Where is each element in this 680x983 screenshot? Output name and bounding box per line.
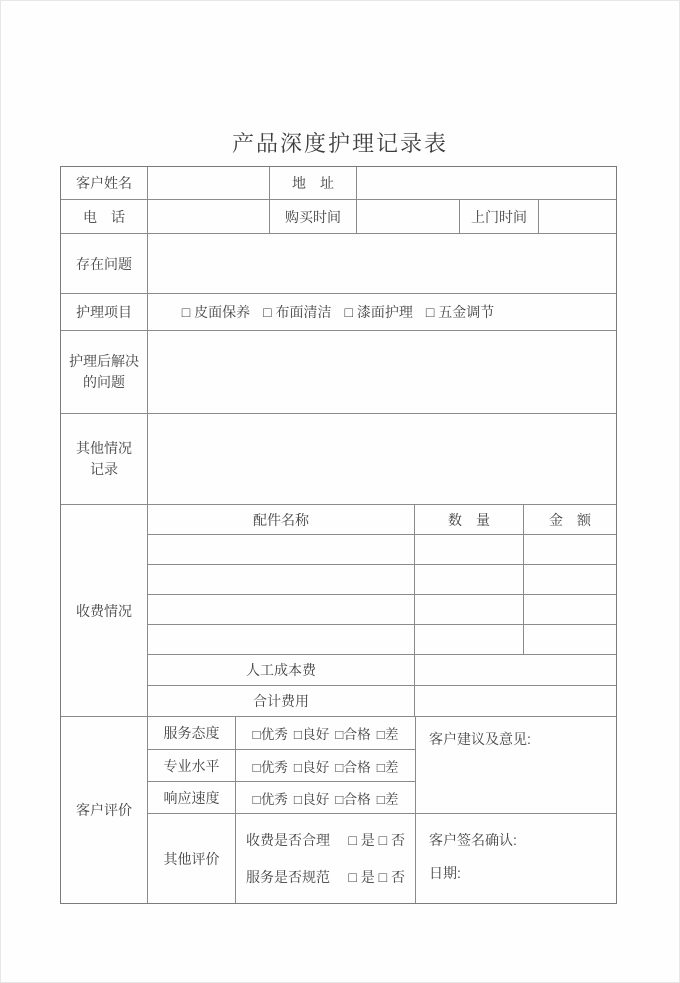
checkbox-rating-option[interactable]: □良好 <box>293 759 330 775</box>
care-record-table <box>60 166 617 904</box>
part-name-input[interactable] <box>148 625 415 655</box>
quantity-input[interactable] <box>415 595 524 625</box>
evaluation-criteria <box>148 717 416 903</box>
part-name-input[interactable] <box>148 535 415 565</box>
care-items-options <box>148 294 616 331</box>
checkbox-rating-option[interactable]: □差 <box>376 791 399 807</box>
charges-blank-row <box>148 565 616 595</box>
charges-blank-row <box>148 535 616 565</box>
checkbox-rating-option[interactable]: □差 <box>376 759 399 775</box>
checkbox-rating-option[interactable]: □合格 <box>335 759 371 775</box>
question-label: 服务是否规范 <box>246 868 330 885</box>
criterion-label-response-speed: 响应速度 <box>148 782 236 814</box>
checkbox-care-option[interactable]: □ 漆面护理 <box>344 304 413 320</box>
table-row <box>61 331 616 414</box>
checkbox-care-option[interactable]: □ 皮面保养 <box>181 304 251 320</box>
rating-row <box>148 717 416 750</box>
charges-blank-row <box>148 625 616 655</box>
question-line <box>246 830 405 850</box>
amount-input[interactable] <box>524 625 616 655</box>
table-row <box>61 414 616 505</box>
table-row <box>61 167 616 200</box>
charges-subtable <box>148 505 616 717</box>
amount-input[interactable] <box>524 595 616 625</box>
other-evaluation-label: 其他评价 <box>148 814 236 903</box>
other-notes-input[interactable] <box>148 414 616 505</box>
total-cost-input[interactable] <box>415 686 616 717</box>
charges-header-row <box>148 505 616 535</box>
phone-label: 电 话 <box>61 200 148 234</box>
date-label: 日期: <box>429 865 461 881</box>
form-title: 产品深度护理记录表 <box>231 131 448 156</box>
evaluation-section <box>61 717 616 903</box>
existing-problems-input[interactable] <box>148 234 616 294</box>
checkbox-yes-no[interactable]: □ 是 □ 否 <box>348 868 405 885</box>
other-evaluation-questions <box>236 814 416 903</box>
checkbox-rating-option[interactable]: □合格 <box>335 727 371 742</box>
quantity-input[interactable] <box>415 565 524 595</box>
customer-name-label: 客户姓名 <box>61 167 148 200</box>
evaluation-label: 客户评价 <box>61 717 148 903</box>
care-items-label: 护理项目 <box>61 294 148 331</box>
checkbox-care-option[interactable]: □ 五金调节 <box>425 304 495 320</box>
other-notes-label: 其他情况 记录 <box>61 414 148 505</box>
checkbox-rating-option[interactable]: □差 <box>376 727 399 742</box>
charges-section <box>61 505 616 717</box>
total-cost-label: 合计费用 <box>148 686 415 717</box>
rating-row <box>148 782 416 814</box>
table-row <box>61 200 616 234</box>
solved-problems-label: 护理后解决 的问题 <box>61 331 148 414</box>
other-evaluation-row <box>148 814 416 903</box>
quantity-header: 数 量 <box>415 505 524 535</box>
amount-input[interactable] <box>524 565 616 595</box>
criterion-label-professional-level: 专业水平 <box>148 750 236 782</box>
checkbox-rating-option[interactable]: □良好 <box>293 727 330 742</box>
checkbox-rating-option[interactable]: □合格 <box>335 791 371 807</box>
visit-time-label: 上门时间 <box>460 200 539 234</box>
evaluation-right-column <box>416 717 616 903</box>
part-name-input[interactable] <box>148 565 415 595</box>
phone-input[interactable] <box>148 200 270 234</box>
purchase-time-input[interactable] <box>357 200 460 234</box>
address-label: 地 址 <box>270 167 357 200</box>
customer-signature-label: 客户签名确认: <box>429 832 517 848</box>
table-row <box>61 294 616 331</box>
question-label: 收费是否合理 <box>246 832 330 849</box>
existing-problems-label: 存在问题 <box>61 234 148 294</box>
rating-options <box>236 750 416 782</box>
checkbox-rating-option[interactable]: □优秀 <box>252 727 288 742</box>
checkbox-care-option[interactable]: □ 布面清洁 <box>263 304 332 320</box>
amount-header: 金 额 <box>524 505 616 535</box>
customer-signature-area[interactable] <box>416 814 616 903</box>
solved-problems-input[interactable] <box>148 331 616 414</box>
labor-cost-label: 人工成本费 <box>148 655 415 686</box>
customer-name-input[interactable] <box>148 167 270 200</box>
rating-options <box>236 717 416 750</box>
visit-time-input[interactable] <box>539 200 616 234</box>
quantity-input[interactable] <box>415 625 524 655</box>
checkbox-rating-option[interactable]: □优秀 <box>252 791 288 807</box>
checkbox-rating-option[interactable]: □良好 <box>293 791 330 807</box>
customer-suggestions-area[interactable] <box>416 717 616 814</box>
table-row <box>61 234 616 294</box>
charges-label: 收费情况 <box>61 505 148 717</box>
total-cost-row <box>148 686 616 717</box>
charges-blank-row <box>148 595 616 625</box>
purchase-time-label: 购买时间 <box>270 200 357 234</box>
amount-input[interactable] <box>524 535 616 565</box>
labor-cost-input[interactable] <box>415 655 616 686</box>
customer-suggestions-label: 客户建议及意见: <box>429 731 531 747</box>
criterion-label-service-attitude: 服务态度 <box>148 717 236 750</box>
quantity-input[interactable] <box>415 535 524 565</box>
part-name-input[interactable] <box>148 595 415 625</box>
labor-cost-row <box>148 655 616 686</box>
part-name-header: 配件名称 <box>148 505 415 535</box>
checkbox-rating-option[interactable]: □优秀 <box>252 759 288 775</box>
address-input[interactable] <box>357 167 616 200</box>
rating-row <box>148 750 416 782</box>
question-line <box>246 867 405 887</box>
checkbox-yes-no[interactable]: □ 是 □ 否 <box>348 832 405 849</box>
rating-options <box>236 782 416 814</box>
